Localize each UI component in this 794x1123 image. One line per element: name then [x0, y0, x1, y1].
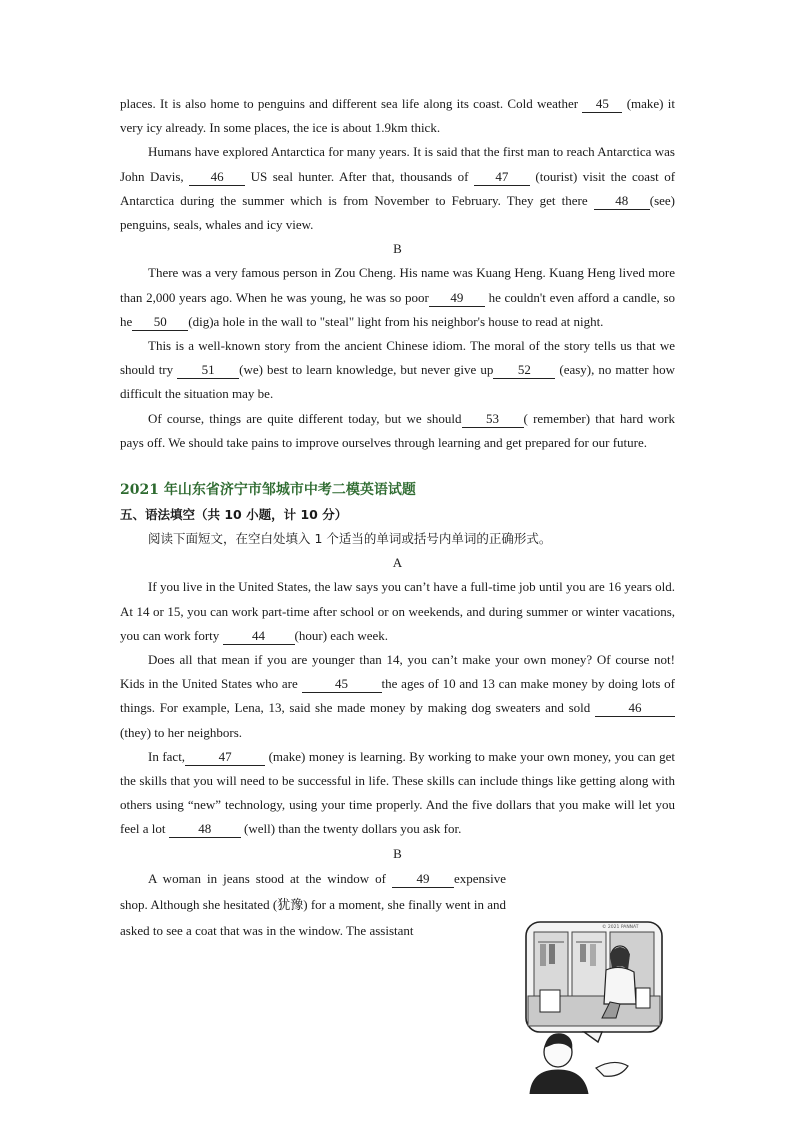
paragraph [120, 407, 675, 455]
text: Does all that mean if you are younger than 14, you can’t make your own money? Of course not! Kids in the United States who are [120, 652, 675, 692]
text: the ages of 10 and 13 can make money by doing lots of things. For example, Lena, 13, said she made money by making dog sweaters and sold [120, 676, 675, 716]
blank-50: 50 [132, 314, 188, 331]
blank-48: 48 [169, 821, 241, 838]
text: ( remember) that hard work pays off. We should take pains to improve ourselves through learning and get prepared for our future. [120, 410, 675, 450]
section-label-a: A [392, 555, 403, 571]
text: (they) to her neighbors. [120, 724, 243, 740]
blank-45: 45 [302, 676, 382, 693]
paragraph [120, 648, 675, 745]
paragraph [120, 334, 675, 407]
paragraph [120, 745, 675, 842]
blank-52: 52 [493, 362, 555, 379]
text: (easy), no matter how difficult the situation may be. [120, 362, 676, 402]
text: If you live in the United States, the law says you can’t have a full-time job until you are 16 years old. At 14 or 15, you can work part-time after school or on weekends, and during summer or winter vacations, you can work forty [120, 579, 675, 643]
text: Of course, things are quite different today, but we should [148, 410, 462, 426]
blank-49: 49 [392, 871, 454, 888]
text: In fact, [148, 748, 186, 764]
text: expensive shop. Although she hesitated (犹豫) for a moment, she finally went in and asked to see a coat that was in the window. The assistant [120, 870, 506, 938]
blank-47: 47 [185, 749, 265, 766]
text: Humans have explored Antarctica for many years. It is said that the first man to reach Antarctica was John Davis, [120, 144, 675, 184]
document-page [120, 92, 675, 944]
text: places. It is also home to penguins and different sea life along its coast. Cold weather [120, 96, 579, 111]
question-section-heading: 五、语法填空（共 10 小题，计 10 分） [120, 507, 348, 523]
blank-46: 46 [189, 169, 245, 186]
blank-53: 53 [462, 411, 524, 428]
text: (tourist) visit the coast of Antarctica during the summer which is from November to February. They get there [120, 168, 676, 208]
section-label-b: B [393, 845, 402, 861]
text: (hour) each week. [294, 627, 389, 643]
text: (well) than the twenty dollars you ask for. [243, 821, 462, 837]
paragraph [120, 140, 675, 237]
shop-illustration [524, 918, 666, 1094]
text: (make) money is learning. By working to make your own money, you can get the skills that you will need to be successful in life. These skills can include things like getting along with others using “new” technology, using your time properly. And the five dollars that you make will let you feel a lot [120, 748, 676, 837]
text: US seal hunter. After that, thousands of [250, 168, 469, 184]
paragraph [120, 575, 675, 648]
text: (dig)a hole in the wall to "steal" light from his neighbor's house to read at night. [188, 313, 604, 329]
blank-51: 51 [177, 362, 239, 379]
text: (make) it very icy already. In some places, the ice is about 1.9km thick. [120, 96, 675, 136]
text: There was a very famous person in Zou Cheng. His name was Kuang Heng. Kuang Heng lived more than 2,000 years ago. When he was young, he was so poor [120, 265, 675, 305]
text: This is a well-known story from the ancient Chinese idiom. The moral of the story tells us that we should try [120, 338, 675, 378]
text: (see) penguins, seals, whales and icy view. [120, 192, 676, 233]
exam-title: 2021 年山东省济宁市邹城市中考二模英语试题 [120, 482, 416, 499]
text: A woman in jeans stood at the window of [148, 870, 386, 886]
illustration-credit: © 2021 PANNAT [602, 925, 639, 930]
blank-45: 45 [582, 96, 622, 113]
section-label-b: B [393, 241, 402, 257]
blank-46: 46 [595, 700, 675, 717]
blank-49: 49 [429, 290, 485, 307]
paragraph [120, 866, 506, 944]
blank-48: 48 [594, 193, 650, 210]
paragraph [120, 261, 675, 334]
instruction: 阅读下面短文，在空白处填入 1 个适当的单词或括号内单词的正确形式。 [148, 531, 552, 547]
text: he couldn't even afford a candle, so he [120, 289, 676, 329]
blank-47: 47 [474, 169, 530, 186]
text: (we) best to learn knowledge, but never give up [239, 362, 494, 378]
blank-44: 44 [223, 628, 295, 645]
paragraph [120, 92, 675, 140]
